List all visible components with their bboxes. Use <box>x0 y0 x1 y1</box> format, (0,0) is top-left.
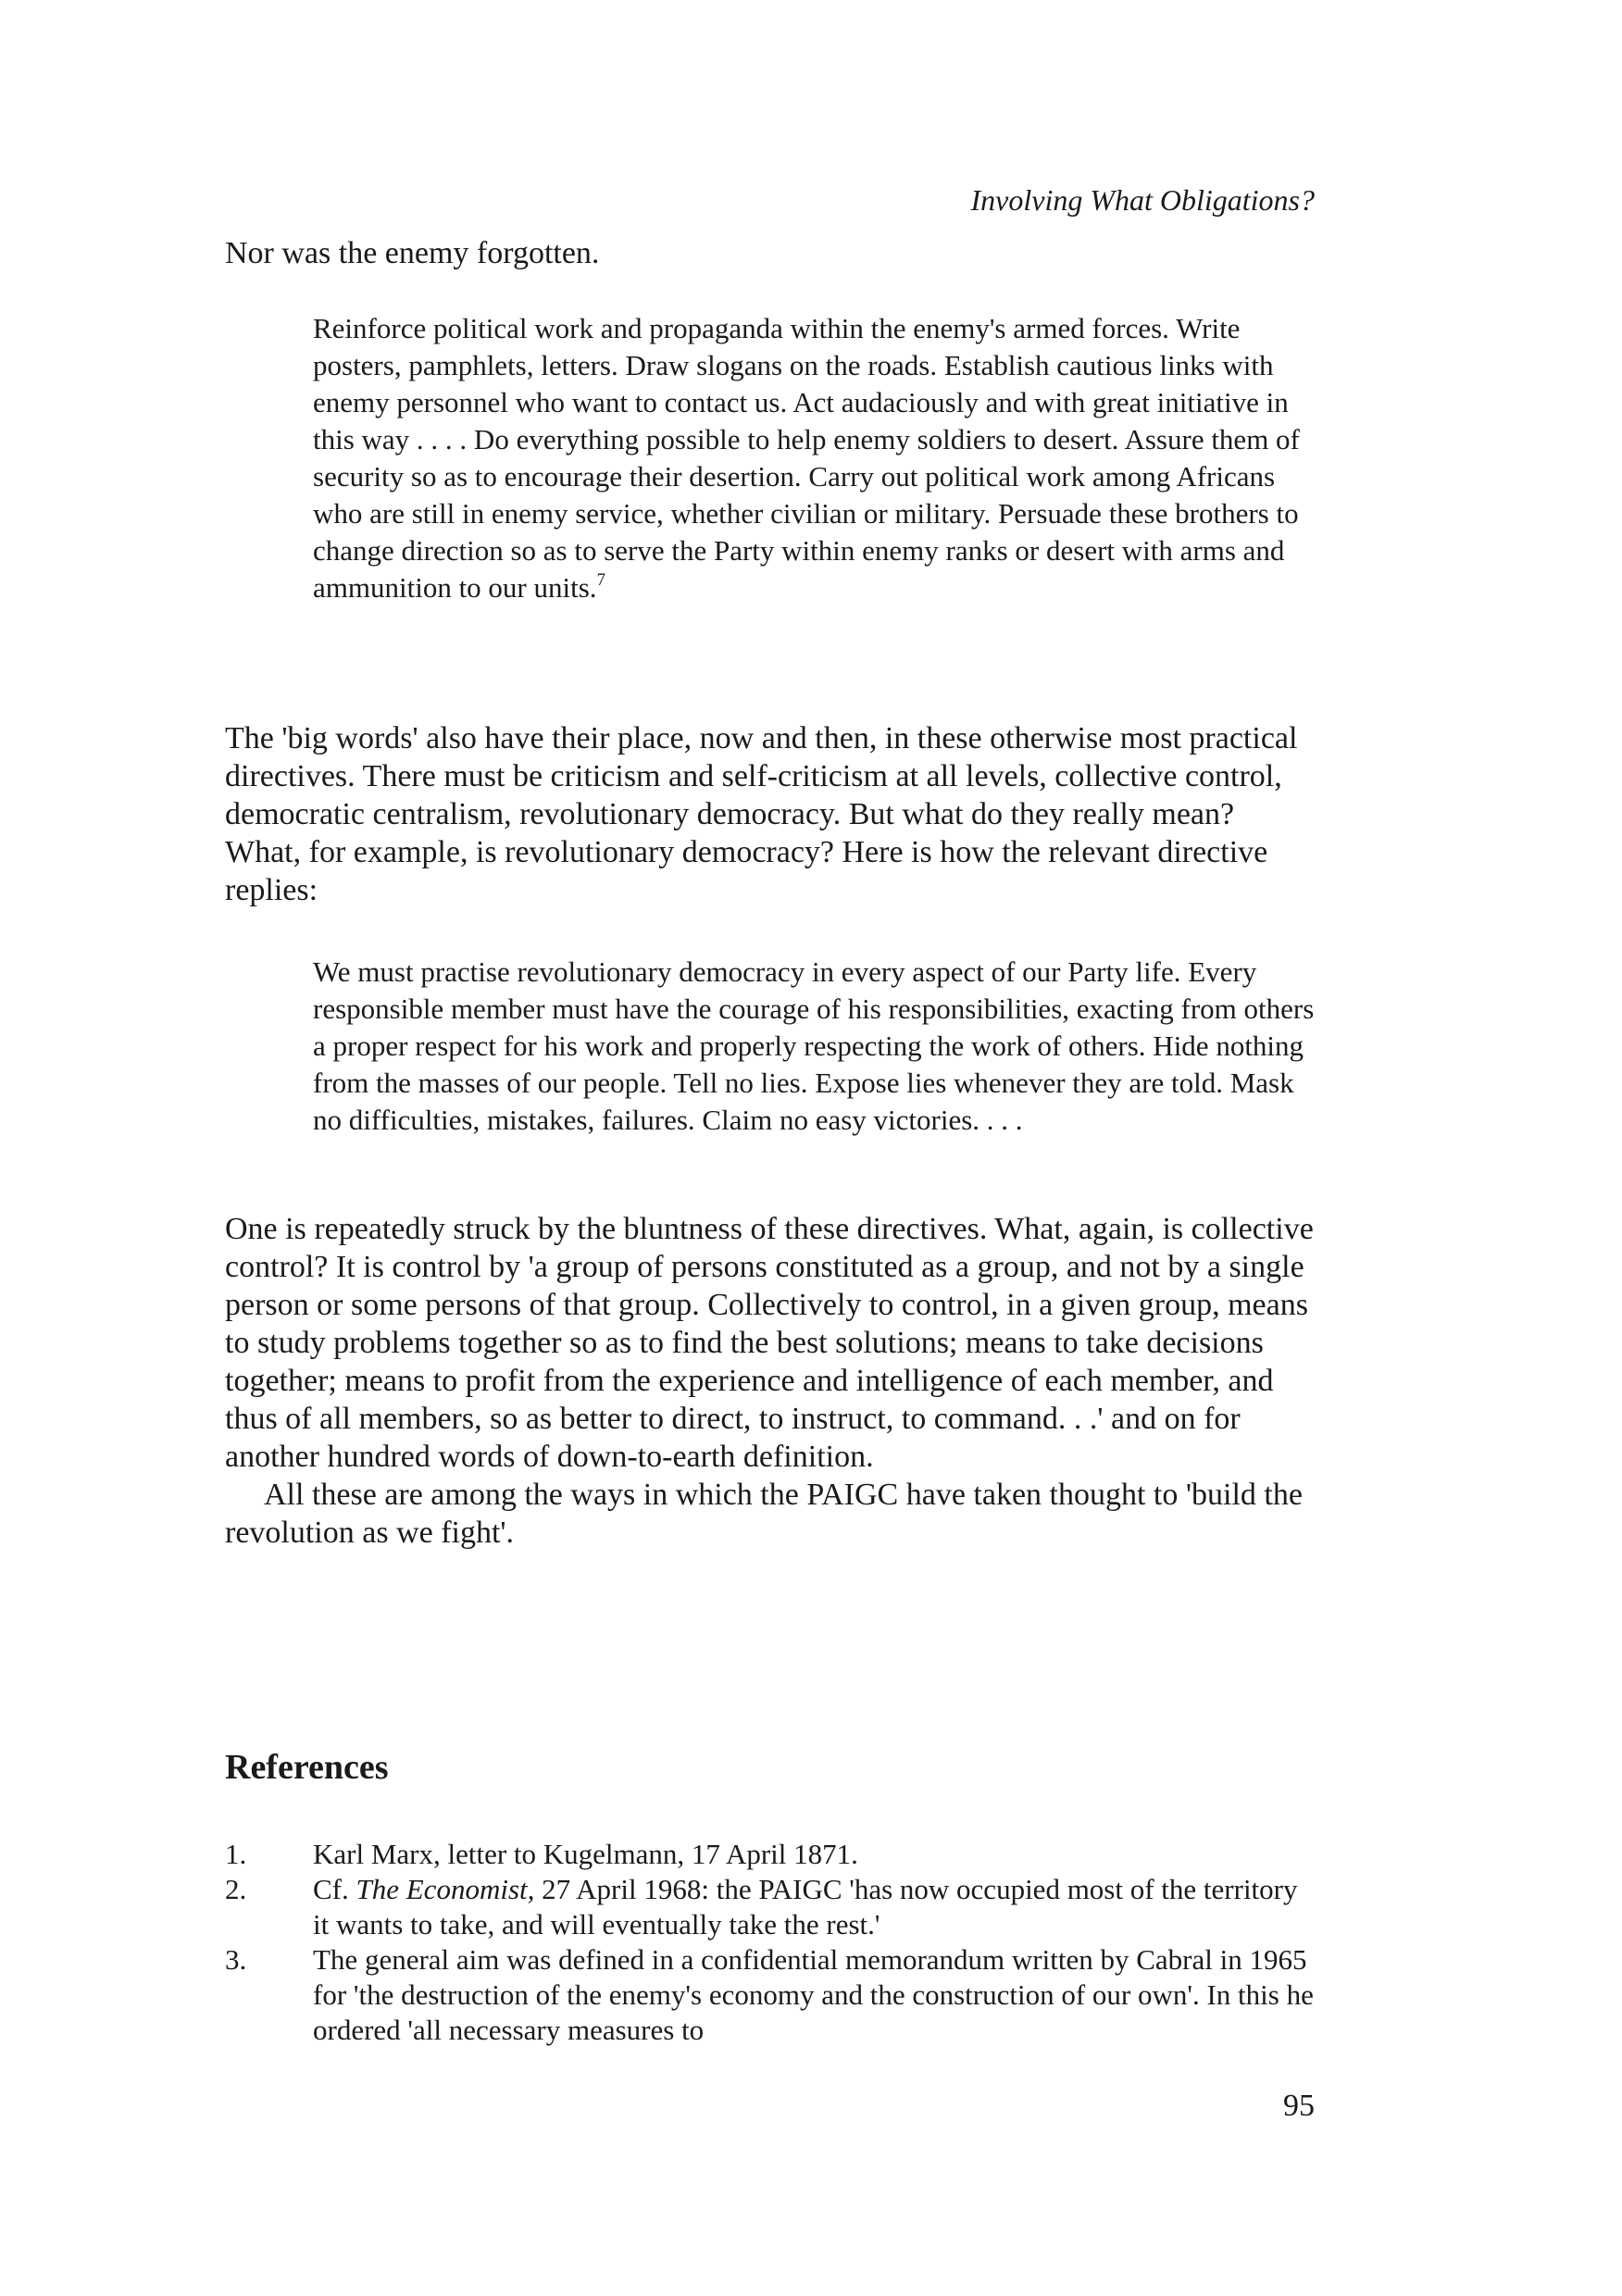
reference-prefix: Cf. <box>313 1873 349 1905</box>
block-quote-democracy-text: We must practise revolutionary democracy in every aspect of our Party life. Every responsible member must have the courage of his responsibilities, exacting from others a proper respect for his work and properly respecting the work of others. Hide nothing from the masses of our people. Tell no lies. Expose lies whenever they are told. Mask no difficulties, mistakes, failures. Claim no easy victories. . . . <box>313 955 1315 1136</box>
block-quote-enemy-body: Reinforce political work and propaganda within the enemy's armed forces. Write posters, pamphlets, letters. Draw slogans on the roads. Establish cautious links with enemy personnel who want to contact us. Act audaciously and with great initiative in this way . . . . Do everything possible to help enemy soldiers to desert. Assure them of security so as to encourage their desertion. Carry out political work among Africans who are still in enemy service, whether civilian or military. Persuade these brothers to change direction so as to serve the Party within enemy ranks or desert with arms and ammunition to our units. <box>313 312 1300 604</box>
reference-item <box>225 1837 1317 1872</box>
paragraph-big-words <box>225 719 1317 909</box>
intro-paragraph <box>225 234 1317 272</box>
reference-text: Karl Marx, letter to Kugelmann, 17 April 1871. <box>313 1838 858 1870</box>
paragraph-closing: All these are among the ways in which the PAIGC have taken thought to 'build the revolution as we fight'. <box>225 1478 1303 1550</box>
reference-number: 3. <box>225 1943 247 1976</box>
block-quote-democracy <box>313 954 1317 1139</box>
reference-text: The general aim was defined in a confidential memorandum written by Cabral in 1965 for 'the destruction of the enemy's economy and the construction of our own'. In this he ordered 'all necessary measures to <box>313 1943 1314 2046</box>
paragraph-bluntness: One is repeatedly struck by the bluntness of these directives. What, again, is collective control? It is control by 'a group of persons constituted as a group, and not by a single person or some persons of that group. Collectively to control, in a given group, means to study problems together so as to find the best solutions; means to take decisions together; means to profit from the experience and intelligence of each member, and thus of all members, so as better to direct, to instruct, to command. . .' and on for another hundred words of down-to-earth definition. <box>225 1212 1314 1474</box>
reference-text: 27 April 1968: the PAIGC 'has now occupied most of the territory it wants to take, and will eventually take the rest.' <box>313 1873 1298 1940</box>
footnote-marker: 7 <box>596 569 605 590</box>
reference-item <box>225 1942 1317 2048</box>
reference-source-title: The Economist, <box>356 1873 535 1905</box>
reference-number: 1. <box>225 1838 247 1870</box>
running-head: Involving What Obligations? <box>970 183 1315 217</box>
reference-item <box>225 1872 1317 1942</box>
paragraph-big-words-text: The 'big words' also have their place, now and then, in these otherwise most practical directives. There must be criticism and self-criticism at all levels, collective control, democratic centralism, revolutionary democracy. But what do they really mean? What, for example, is revolutionary democracy? Here is how the relevant directive replies: <box>225 721 1298 907</box>
intro-line: Nor was the enemy forgotten. <box>225 236 600 270</box>
block-quote-enemy-text <box>313 310 1317 606</box>
reference-number: 2. <box>225 1873 247 1905</box>
page-number: 95 <box>1283 2089 1315 2123</box>
references-list <box>225 1837 1317 2048</box>
block-quote-enemy <box>313 310 1317 606</box>
references-heading: References <box>225 1748 389 1787</box>
paragraph-bluntness-block <box>225 1210 1317 1552</box>
